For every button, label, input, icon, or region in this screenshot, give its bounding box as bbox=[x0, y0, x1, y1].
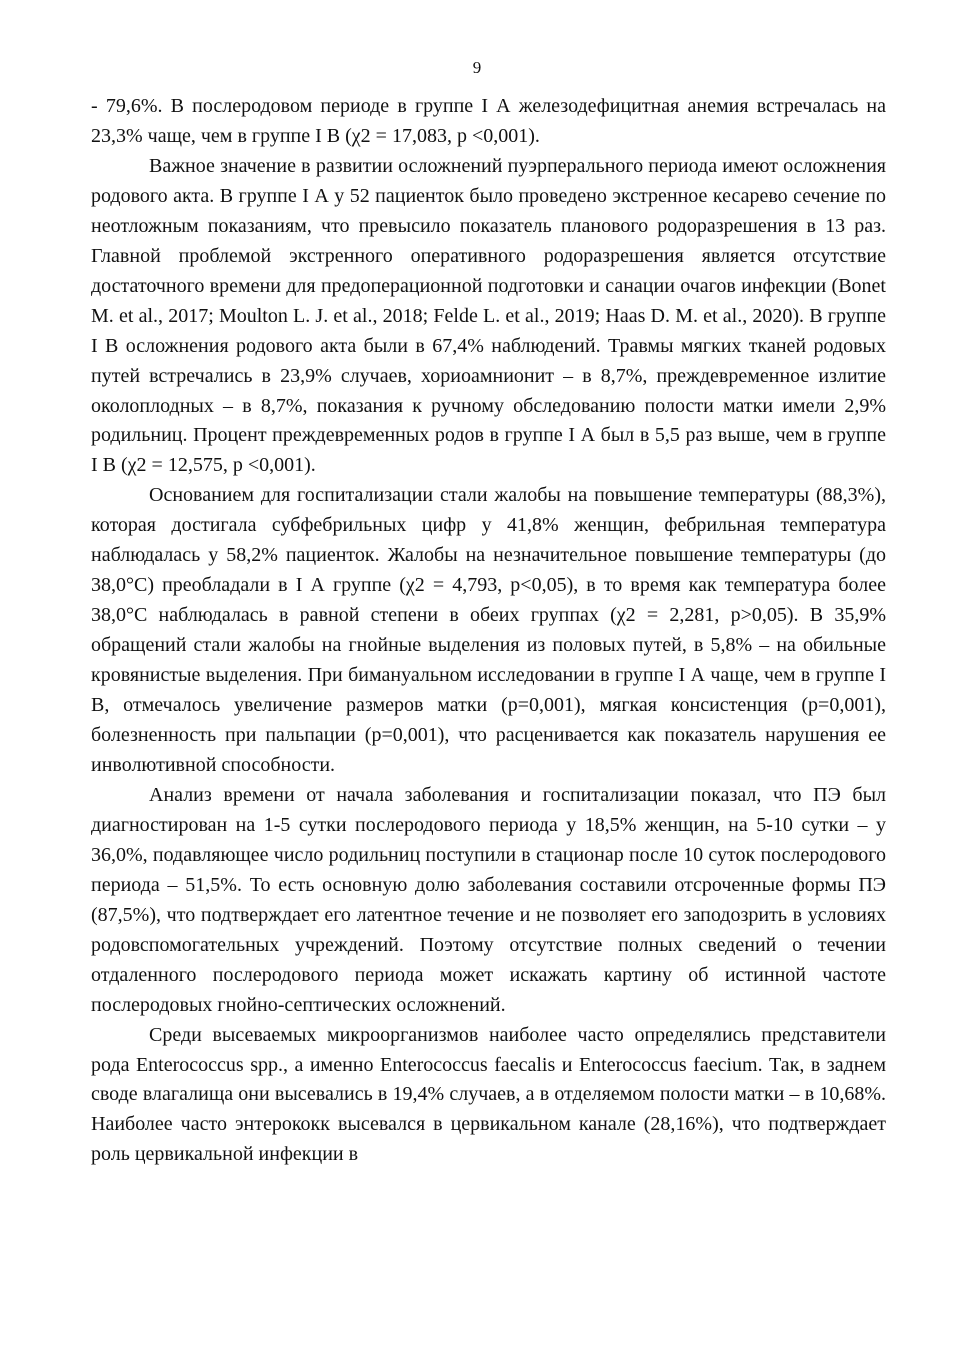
page-number: 9 bbox=[472, 58, 482, 77]
paragraph-continuation: - 79,6%. В послеродовом периоде в группе I А железодефицитная анемия встречалась на 23,3% чаще, чем в группе I В (χ2 = 17,083, р <0,001). bbox=[91, 95, 886, 147]
paragraph-delivery-complications: Важное значение в развитии осложнений пуэрперального периода имеют осложнения родового акта. В группе I А у 52 пациенток было проведено экстренное кесарево сечение по неотложным показаниям, что превысило показатель планового родоразрешения в 13 раз. Главной проблемой экстренного оперативного родоразрешения является отсутствие достаточного времени для предоперационной подготовки и санации очагов инфекции (Bonet M. et al., 2017; Moulton L. J. et al., 2018; Felde L. et al., 2019; Haas D. M. et al., 2020). В группе I В осложнения родового акта были в 67,4% наблюдений. Травмы мягких тканей родовых путей встречались в 23,9% случаев, хориоамнионит – в 8,7%, преждевременное излитие околоплодных – в 8,7%, показания к ручному обследованию полости матки имели 2,9% родильниц. Процент преждевременных родов в группе I А был в 5,5 раз выше, чем в группе I В (χ2 = 12,575, р <0,001). bbox=[91, 154, 886, 477]
paragraph-time-analysis: Анализ времени от начала заболевания и госпитализации показал, что ПЭ был диагностирован на 1-5 сутки послеродового периода у 18,5% женщин, на 5-10 сутки – у 36,0%, подавляющее число родильниц поступили в стационар после 10 суток послеродового периода – 51,5%. То есть основную долю заболевания составили отсроченные формы ПЭ (87,5%), что подтверждает его латентное течение и не позволяет его заподозрить в условиях родовспомогательных учреждений. Поэтому отсутствие полных сведений о течении отдаленного послеродового периода может искажать картину об истинной частоте послеродовых гнойно-септических осложнений. bbox=[91, 783, 886, 1016]
paragraph-hospitalization-reasons: Основанием для госпитализации стали жалобы на повышение температуры (88,3%), которая достигала субфебрильных цифр у 41,8% женщин, фебрильная температура наблюдалась у 58,2% пациенток. Жалобы на незначительное повышение температуры (до 38,0°С) преобладали в I А группе (χ2 = 4,793, р<0,05), в то время как температура более 38,0°С наблюдалась в равной степени в обеих группах (χ2 = 2,281, р>0,05). В 35,9% обращений стали жалобы на гнойные выделения из половых путей, в 5,8% – на обильные кровянистые выделения. При бимануальном исследовании в группе I А чаще, чем в группе I В, отмечалось увеличение размеров матки (р=0,001), мягкая консистенция (р=0,001), болезненность при пальпации (р=0,001), что расценивается как показатель нарушения ее инволютивной способности. bbox=[91, 484, 886, 776]
body-text bbox=[91, 92, 886, 1170]
paragraph-microorganisms: Среди высеваемых микроорганизмов наиболее часто определялись представители рода Enterococcus spp., а именно Enterococcus faecalis и Enterococcus faecium. Так, в заднем своде влагалища они высевались в 19,4% случаев, а в отделяемом полости матки – в 10,68%. Наиболее часто энтерококк высевался в цервикальном канале (28,16%), что подтверждает роль цервикальной инфекции в bbox=[91, 1023, 886, 1166]
